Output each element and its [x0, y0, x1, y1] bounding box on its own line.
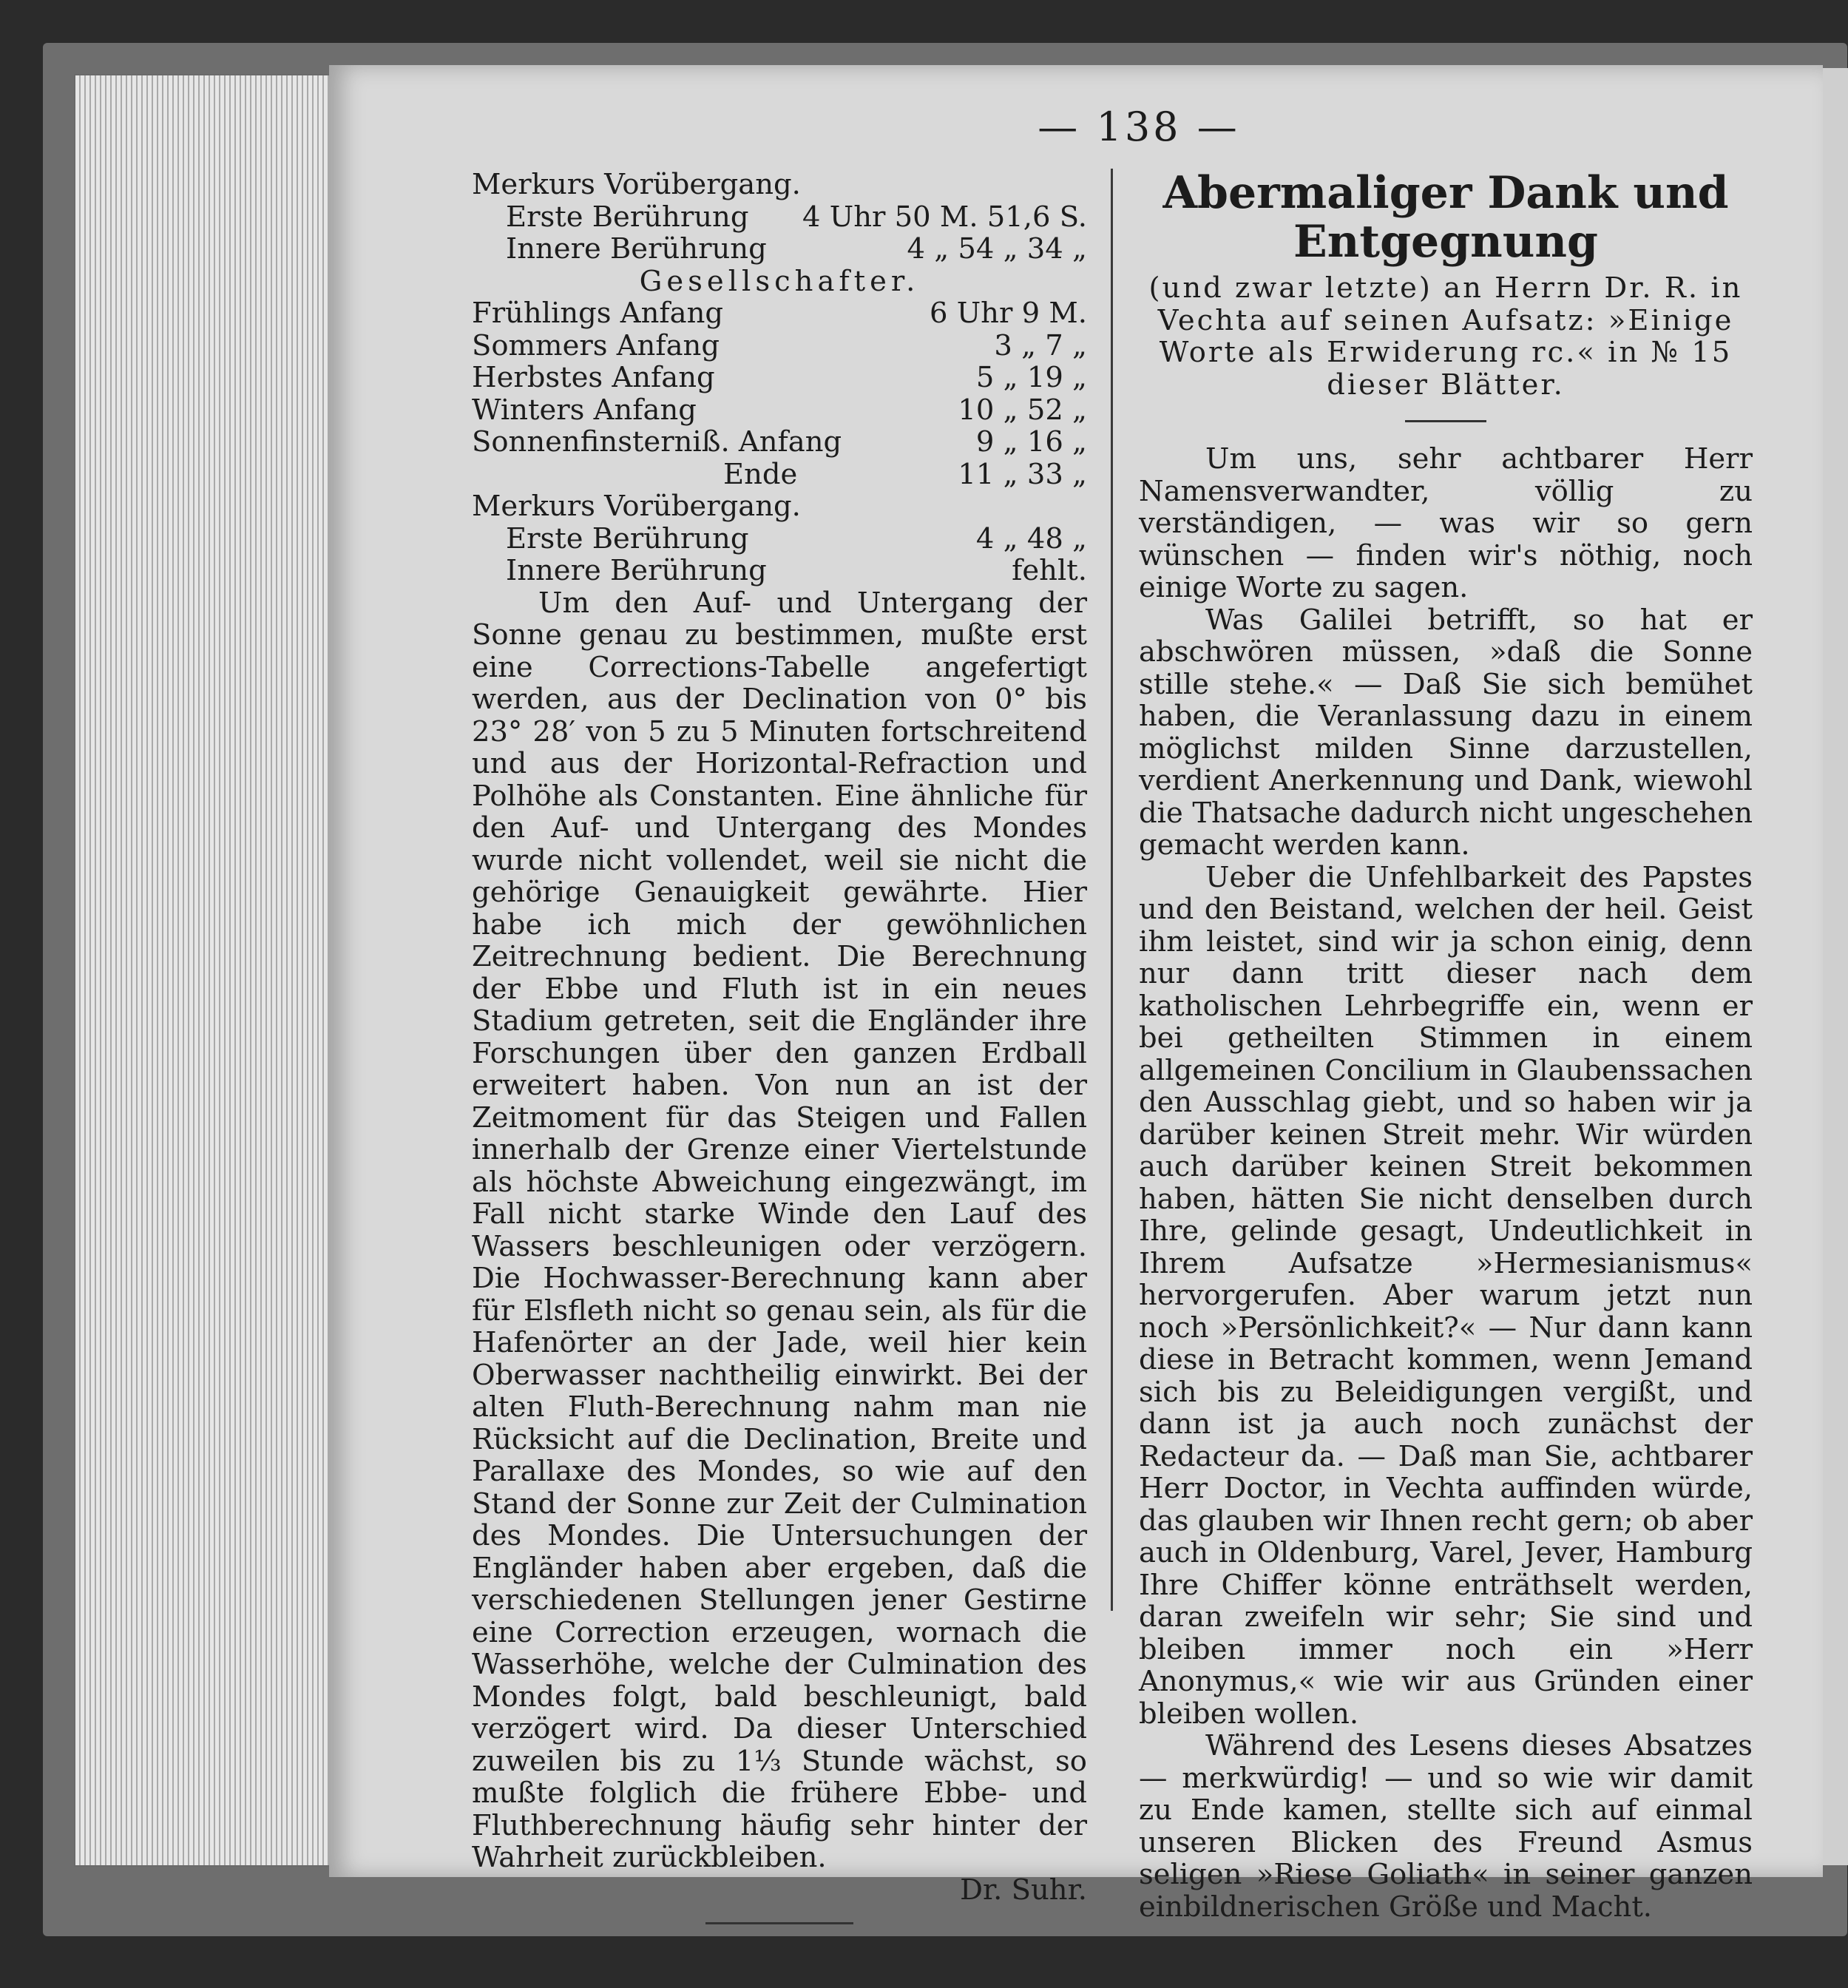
row-value: 4 „ 54 „ 34 „	[907, 232, 1087, 266]
row-label: Innere Berührung	[506, 232, 767, 266]
table-row	[472, 426, 1087, 459]
row-label: Erste Berührung	[506, 200, 749, 234]
table-row	[472, 201, 1087, 234]
article-subtitle: (und zwar letzte) an Herrn Dr. R. in Vechta auf seinen Aufsatz: »Einige Worte als Erwiderung rc.« in № 15 dieser Blätter.	[1148, 271, 1743, 402]
row-label: Ende	[723, 457, 798, 491]
table-row	[472, 362, 1087, 394]
page-number: — 138 —	[1038, 104, 1240, 150]
row-value: 10 „ 52 „	[958, 393, 1087, 427]
table-row	[472, 233, 1087, 266]
body-paragraph: Ueber die Unfehlbarkeit des Papstes und den Beistand, welchen der heil. Geist ihm leistet, sind wir ja schon einig, denn nur dann tritt dieser nach dem katholischen Lehrbegriffe ein, wenn er bei getheilten Stimmen in einem allgemeinen Concilium in Glaubenssachen den Ausschlag giebt, und so haben wir ja darüber keinen Streit mehr. Wir würden auch darüber keinen Streit bekommen haben, hätten Sie nicht denselben durch Ihre, gelinde gesagt, Undeutlichkeit in Ihrem Aufsatze »Hermesianismus« hervorgerufen. Aber warum jetzt nun noch »Persönlichkeit?« — Nur dann kann diese in Betracht kommen, wenn Jemand sich bis zu Beleidigungen vergißt, und dann ist ja auch noch zunächst der Redacteur da. — Daß man Sie, achtbarer Herr Doctor, in Vechta auffinden würde, das glauben wir Ihnen recht gern; ob aber auch in Oldenburg, Varel, Jever, Hamburg Ihre Chiffer könne enträthselt werden, daran zweifeln wir sehr; Sie sind und bleiben immer noch ein »Herr Anonymus,« wie wir aus Gründen einer bleiben wollen.	[1139, 860, 1753, 1731]
body-paragraph: Um uns, sehr achtbarer Herr Namensverwandter, völlig zu verständigen, — was wir so gern wünschen — finden wir's nöthig, noch einige Worte zu sagen.	[1139, 442, 1753, 604]
table-row	[472, 555, 1087, 587]
body-paragraph: Um den Auf- und Untergang der Sonne genau zu bestimmen, mußte erst eine Corrections-Tabelle angefertigt werden, aus der Declination von 0° bis 23° 28′ von 5 zu 5 Minuten fortschreitend und aus der Horizontal-Refraction und Polhöhe als Constanten. Eine ähnliche für den Auf- und Untergang des Mondes wurde nicht vollendet, weil sie nicht die gehörige Genauigkeit gewährte. Hier habe ich mich der gewöhnlichen Zeitrechnung bedient. Die Berechnung der Ebbe und Fluth ist in ein neues Stadium getreten, seit die Engländer ihre Forschungen über den ganzen Erdball erweitert haben. Von nun an ist der Zeitmoment für das Steigen und Fallen innerhalb der Grenze einer Viertelstunde als höchste Abweichung eingezwängt, im Fall nicht starke Winde den Lauf des Wassers beschleunigen oder verzögern. Die Hochwasser-Berechnung kann aber für Elsfleth nicht so genau sein, als für die Hafenörter an der Jade, weil hier kein Oberwasser nachtheilig einwirkt. Bei der alten Fluth-Berechnung nahm man nie Rücksicht auf die Declination, Breite und Parallaxe des Mondes, so wie auf den Stand der Sonne zur Zeit der Culmination des Mondes. Die Untersuchungen der Engländer haben aber ergeben, daß die verschiedenen Stellungen jener Gestirne eine Correction erzeugen, wornach die Wasserhöhe, welche der Culmination des Mondes folgt, bald beschleunigt, bald verzögert wird. Da dieser Unterschied zuweilen bis zu 1⅓ Stunde wächst, so mußte folglich die frühere Ebbe- und Fluthberechnung häufig sehr hinter der Wahrheit zurückbleiben.	[472, 586, 1087, 1874]
times-table-top	[472, 169, 1087, 266]
table-row	[472, 394, 1087, 427]
row-label: Merkurs Vorübergang.	[472, 168, 801, 201]
article-title: Abermaliger Dank und Entgegnung	[1162, 167, 1729, 268]
row-value: 4 „ 48 „	[975, 521, 1087, 555]
page-edges	[74, 74, 343, 1867]
table-row	[472, 297, 1087, 330]
table-row	[472, 523, 1087, 555]
row-value: 9 „ 16 „	[975, 425, 1087, 459]
times-table	[472, 297, 1087, 587]
row-value: fehlt.	[1012, 554, 1087, 587]
row-label: Frühlings Anfang	[472, 297, 724, 330]
signature: Dr. Suhr.	[960, 1873, 1087, 1907]
body-paragraph: Während des Lesens dieses Absatzes — merkwürdig! — und so wie wir damit zu Ende kamen, stellte sich auf einmal unseren Blicken des Freund Asmus seligen »Riese Goliath« in seiner ganzen einbildnerischen Größe und Macht.	[1139, 1729, 1753, 1924]
table-row	[472, 459, 1087, 491]
next-page-edge	[1819, 68, 1848, 1865]
row-label: Innere Berührung	[506, 554, 767, 587]
row-label: Sonnenfinsterniß. Anfang	[472, 425, 842, 459]
column-divider	[1111, 169, 1113, 1611]
row-value: 5 „ 19 „	[975, 361, 1087, 394]
row-label: Winters Anfang	[472, 393, 697, 427]
row-label: Merkurs Vorübergang.	[472, 490, 801, 523]
row-value: 3 „ 7 „	[994, 328, 1087, 362]
end-rule	[705, 1922, 853, 1924]
row-label: Sommers Anfang	[472, 328, 720, 362]
table-row	[472, 330, 1087, 362]
table-row	[472, 490, 1087, 523]
section-heading: Gesellschafter.	[639, 264, 920, 298]
left-column	[472, 169, 1087, 1924]
table-row	[472, 169, 1087, 201]
right-column	[1139, 169, 1753, 1923]
row-label: Herbstes Anfang	[472, 361, 715, 394]
title-rule	[1405, 420, 1486, 422]
row-value: 4 Uhr 50 M. 51,6 S.	[802, 200, 1087, 234]
row-value: 6 Uhr 9 M.	[929, 297, 1087, 330]
row-label: Erste Berührung	[506, 521, 749, 555]
body-paragraph: Was Galilei betrifft, so hat er abschwören müssen, »daß die Sonne stille stehe.« — Daß Sie sich bemühet haben, die Veranlassung dazu in einem möglichst milden Sinne darzustellen, verdient Anerkennung und Dank, wiewohl die Thatsache dadurch nicht ungeschehen gemacht werden kann.	[1139, 603, 1753, 862]
row-value: 11 „ 33 „	[958, 457, 1087, 491]
